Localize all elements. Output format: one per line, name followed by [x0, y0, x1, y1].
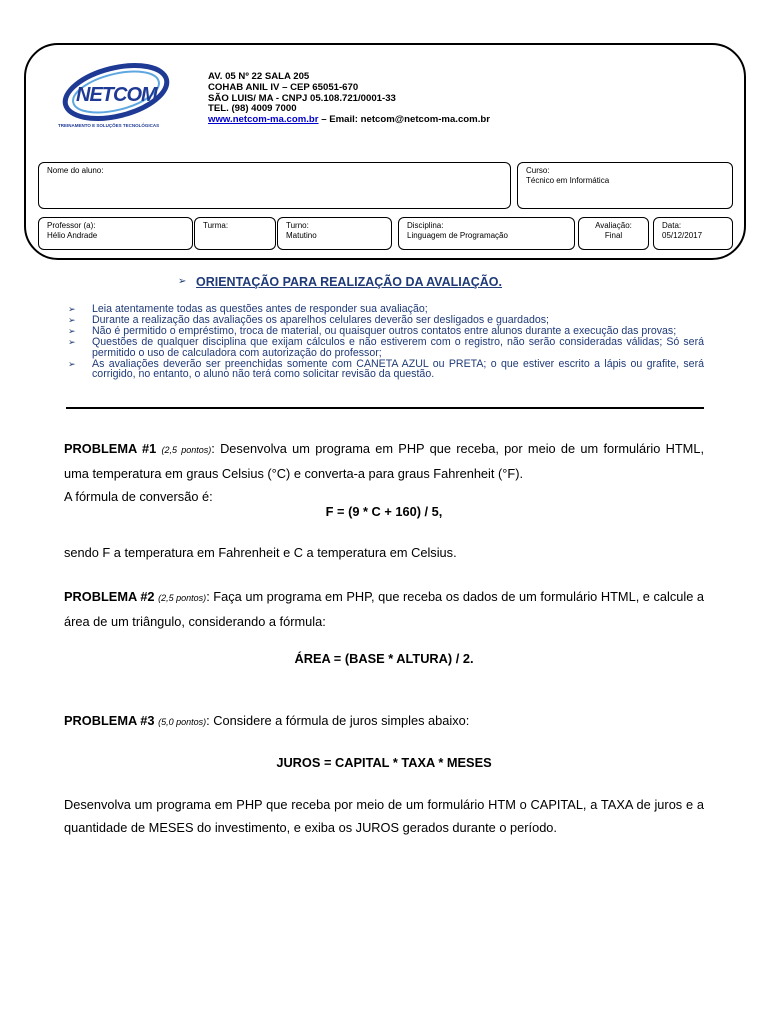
- rule-text: As avaliações deverão ser preenchidas somente com CANETA AZUL ou PRETA; o que estiver escrito a lápis ou grafite, será corrigido, no entanto, o aluno não terá como solicitar revisão da questão.: [92, 357, 704, 381]
- problem-3-label: PROBLEMA #3: [64, 713, 155, 728]
- problem-2-text: : Faça um programa em PHP, que receba os dados de um formulário HTML, e calcule a área de um triângulo, considerando a fórmula:: [64, 589, 705, 629]
- problem-3-description: Desenvolva um programa em PHP que receba por meio de um formulário HTM o CAPITAL, a TAXA de juros e a quantidade de MESES do investimento, e exiba os JUROS gerados durante o período.: [64, 797, 704, 835]
- logo-tagline: TREINAMENTO E SOLUÇÕES TECNOLÓGICAS: [58, 123, 160, 128]
- subject-value: Linguagem de Programação: [407, 231, 508, 240]
- problem-2-formula: ÁREA = (BASE * ALTURA) / 2.: [294, 651, 474, 666]
- bullet-arrow-icon: ➢: [178, 276, 187, 287]
- evaluation-value: Final: [604, 231, 623, 240]
- date-label: Data:: [662, 221, 682, 230]
- bullet-arrow-icon: ➢: [68, 314, 76, 325]
- bullet-arrow-icon: ➢: [68, 358, 76, 369]
- address-line: COHAB ANIL IV – CEP 65051-670: [208, 81, 359, 93]
- address-block: [208, 72, 490, 126]
- problem-1-points: (2,5 pontos): [161, 445, 212, 455]
- address-line: TEL. (98) 4009 7000: [208, 103, 297, 115]
- problem-2: [64, 585, 704, 633]
- shift-field: [277, 217, 392, 250]
- problem-1-formula: F = (9 * C + 160) / 5,: [325, 504, 443, 519]
- list-item: [66, 337, 704, 359]
- class-label: Turma:: [203, 221, 229, 230]
- bullet-arrow-icon: ➢: [68, 325, 76, 336]
- subject-label: Disciplina:: [407, 221, 444, 230]
- problem-1-text: : Desenvolva um programa em PHP que receba, por meio de um formulário HTML, uma temperatura em graus Celsius (°C) e converta-a para graus Fahrenheit (°F).: [64, 441, 704, 481]
- date-value: 05/12/2017: [662, 231, 703, 240]
- class-field[interactable]: [194, 217, 276, 250]
- student-name-label: Nome do aluno:: [47, 166, 104, 175]
- list-item: [66, 359, 704, 381]
- bullet-arrow-icon: ➢: [68, 304, 76, 314]
- evaluation-field: [578, 217, 649, 250]
- email-text: – Email: netcom@netcom-ma.com.br: [318, 114, 490, 126]
- problem-2-points: (2,5 pontos): [158, 593, 207, 603]
- shift-label: Turno:: [286, 221, 309, 230]
- teacher-label: Professor (a):: [47, 221, 96, 230]
- address-line: AV. 05 Nº 22 SALA 205: [208, 71, 310, 82]
- rules-list: [66, 304, 704, 380]
- problem-2-label: PROBLEMA #2: [64, 589, 155, 604]
- formula-intro: A fórmula de conversão é:: [64, 489, 213, 504]
- evaluation-label: Avaliação:: [595, 221, 632, 230]
- logo-text: NETCOM: [76, 84, 157, 106]
- bullet-arrow-icon: ➢: [68, 336, 76, 347]
- student-name-field[interactable]: [38, 162, 511, 209]
- website-link[interactable]: www.netcom-ma.com.br: [208, 114, 319, 126]
- problem-3-formula: JUROS = CAPITAL * TAXA * MESES: [276, 755, 492, 770]
- teacher-field: [38, 217, 193, 250]
- problem-1-note: sendo F a temperatura em Fahrenheit e C a temperatura em Celsius.: [64, 545, 457, 560]
- rule-text: Questões de qualquer disciplina que exijam cálculos e não estiverem com o registro, não serão consideradas válidas; Só será permitido o uso de calculadora com autorização do professor;: [92, 335, 704, 359]
- problem-3-points: (5,0 pontos): [158, 717, 207, 727]
- course-field: [517, 162, 733, 209]
- shift-value: Matutino: [286, 231, 317, 240]
- problem-1-label: PROBLEMA #1: [64, 441, 157, 456]
- orientation-title: ORIENTAÇÃO PARA REALIZAÇÃO DA AVALIAÇÃO.: [196, 275, 503, 289]
- teacher-value: Hélio Andrade: [47, 231, 98, 240]
- date-field: [653, 217, 733, 250]
- problem-3-text: : Considere a fórmula de juros simples abaixo:: [206, 713, 470, 728]
- course-label: Curso:: [526, 166, 550, 175]
- divider: [66, 407, 704, 409]
- course-value: Técnico em Informática: [526, 176, 610, 185]
- problem-1: [64, 437, 704, 508]
- address-line: SÃO LUIS/ MA - CNPJ 05.108.721/0001-33: [208, 92, 396, 104]
- rule-text: Leia atentamente todas as questões antes de responder sua avaliação;: [92, 303, 428, 315]
- subject-field: [398, 217, 575, 250]
- contact-line: [208, 115, 490, 126]
- problem-3: [64, 709, 704, 734]
- rule-text: Não é permitido o empréstimo, troca de material, ou quaisquer outros contatos entre alunos durante a execução das provas;: [92, 324, 677, 337]
- rule-text: Durante a realização das avaliações os aparelhos celulares deverão ser desligados e guardados;: [92, 313, 549, 326]
